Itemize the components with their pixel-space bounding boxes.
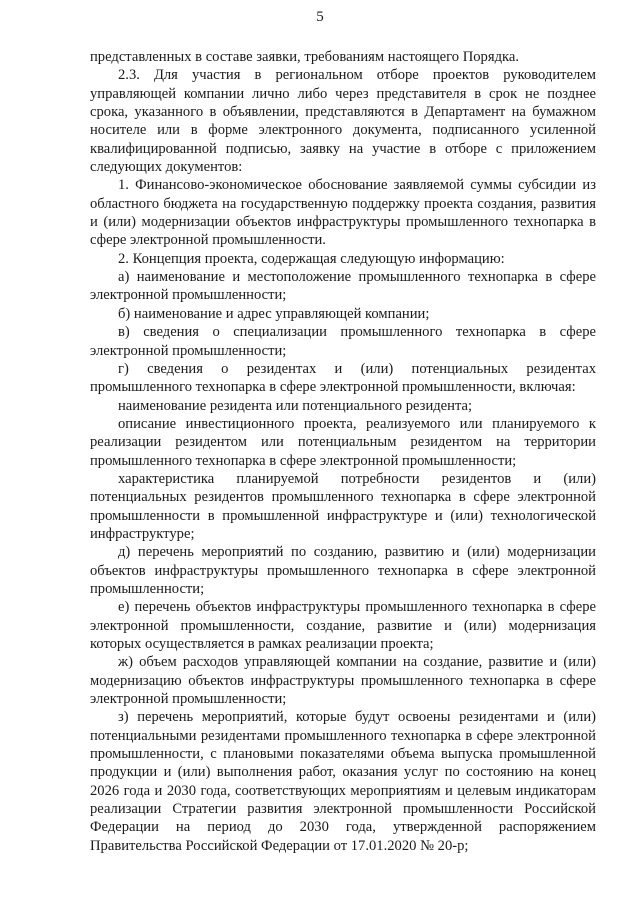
paragraph-subitem-d: д) перечень мероприятий по созданию, развитию и (или) модернизации объектов инфраструктуры промышленного технопарка в сфере электронной промышленности;	[90, 544, 596, 597]
paragraph-investment-project: описание инвестиционного проекта, реализуемого или планируемого к реализации резидентом или потенциальным резидентом на территории промышленного технопарка в сфере электронной промышленности;	[90, 415, 596, 469]
paragraph-item-2: 2. Концепция проекта, содержащая следующую информацию:	[118, 250, 505, 267]
paragraph-subitem-a: а) наименование и местоположение промышленного технопарка в сфере электронной промышленности;	[90, 269, 596, 304]
paragraph-subitem-v: в) сведения о специализации промышленного технопарка в сфере электронной промышленности;	[90, 324, 596, 359]
page-number: 5	[316, 9, 324, 25]
paragraph-resident-name: наименование резидента или потенциального резидента;	[118, 397, 473, 414]
document-body	[90, 48, 596, 855]
paragraph-infrastructure-need: характеристика планируемой потребности резидентов и (или) потенциальных резидентов промышленного технопарка в сфере электронной промышленности в промышленной инфраструктуре и (или) технологической инфраструктуре;	[90, 470, 596, 542]
paragraph-subitem-g: г) сведения о резидентах и (или) потенциальных резидентах промышленного технопарка в сфере электронной промышленности, включая:	[90, 360, 596, 396]
paragraph-subitem-zh: ж) объем расходов управляющей компании на создание, развитие и (или) модернизацию объектов инфраструктуры промышленного технопарка в сфере электронной промышленности;	[90, 654, 596, 708]
paragraph-subitem-b: б) наименование и адрес управляющей компании;	[118, 305, 430, 322]
paragraph-2-3: 2.3. Для участия в региональном отборе проектов руководителем управляющей компании лично либо через представителя в срок не позднее срока, указанного в объявлении, представляются в Департамент на бумажном носителе или в форме электронного документа, подписанного усиленной квалифицированной подписью, заявку на участие в отборе с приложением следующих документов:	[90, 67, 596, 176]
paragraph-continuation: представленных в составе заявки, требованиям настоящего Порядка.	[90, 49, 519, 65]
paragraph-subitem-e: е) перечень объектов инфраструктуры промышленного технопарка в сфере электронной промышленности, создание, развитие и (или) модернизация которых осуществляется в рамках реализации проекта;	[90, 599, 596, 652]
paragraph-subitem-z: з) перечень мероприятий, которые будут освоены резидентами и (или) потенциальными резидентами промышленного технопарка в сфере электронной промышленности, с плановыми показателями объема выпуска промышленной продукции и (или) выполнения работ, оказания услуг по состоянию на конец 2026 года и 2030 года, соответствующих мероприятиям и целевым индикаторам реализации Стратегии развития электронной промышленности Российской Федерации на период до 2030 года, утвержденной распоряжением Правительства Российской Федерации от 17.01.2020 № 20-р;	[90, 709, 596, 854]
paragraph-item-1: 1. Финансово-экономическое обоснование заявляемой суммы субсидии из областного бюджета на государственную поддержку проекта создания, развития и (или) модернизации объектов инфраструктуры промышленного технопарка в сфере электронной промышленности.	[90, 177, 596, 249]
